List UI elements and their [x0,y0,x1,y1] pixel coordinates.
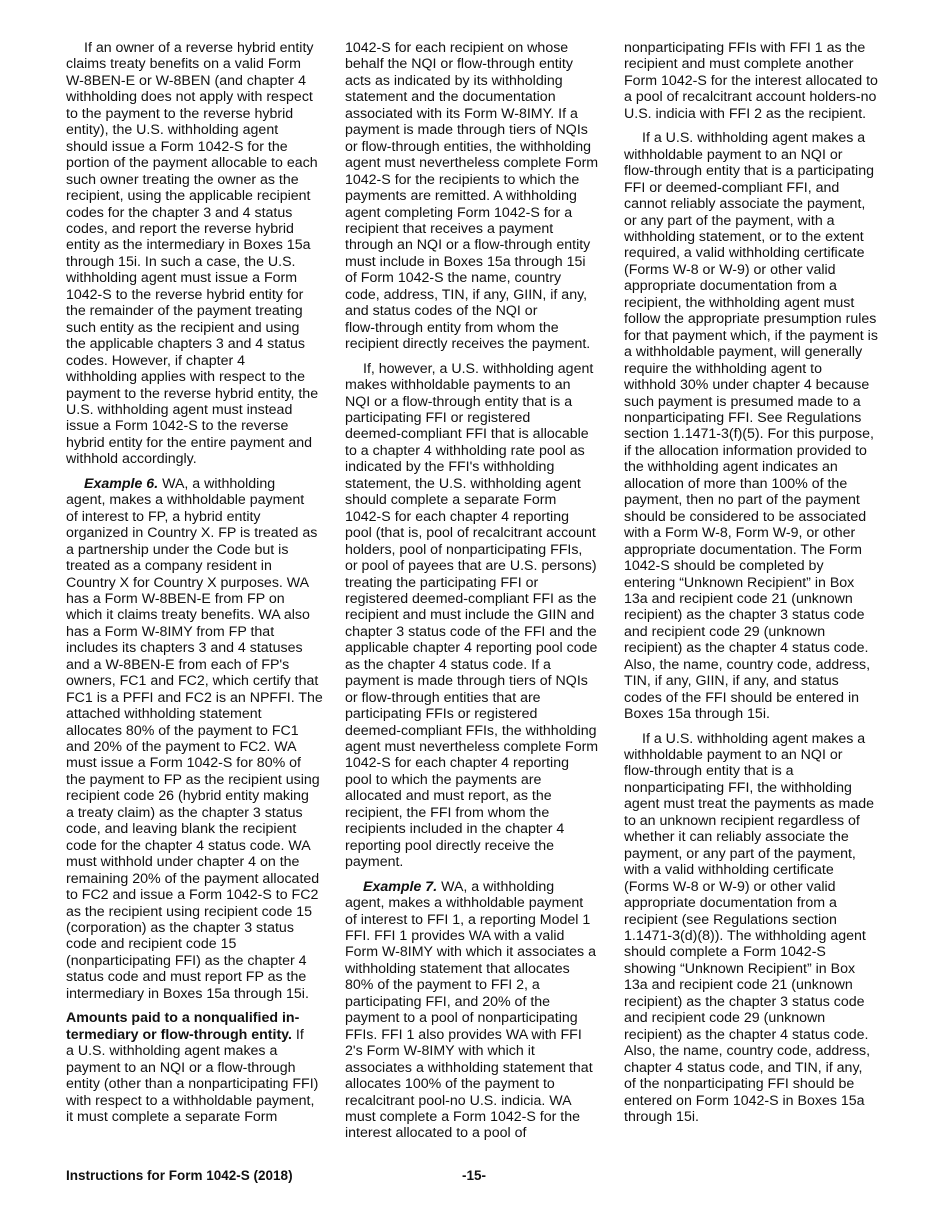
example-6-heading: Example 6. [84,475,159,492]
paragraph-chapter4-pools: If, however, a U.S. withholding agent makes withholdable payments to an NQI or a flow-through entity that is a participating FFI or registered deemed-compliant FFI that is allocable to a chapter 4 withholding rate pool as indicated by the FFI's withholding statement, the U.S. withholding agent should complete a separate Form 1042-S for each chapter 4 reporting pool (that is, pool of recalcitrant account holders, pool of nonparticipating FFIs, or pool of payees that are U.S. persons) treating the participating FFI or registered deemed-compliant FFI as the recipient and must include the GIIN and chapter 3 status code of the FFI and the applicable chapter 4 reporting pool code as the chapter 4 status code. If a payment is made through tiers of NQIs or flow-through entities that are participating FFIs or registered deemed-compliant FFIs, the withholding agent must nevertheless complete Form 1042-S for each chapter 4 reporting pool to which the payments are allocated and must report, as the recipient, the FFI from whom the recipients included in the chapter 4 reporting pool directly receive the payment. [345,360,599,871]
paragraph-nqi-continued: 1042-S for each recipient on whose behalf the NQI or flow-through entity acts as indicated by its withholding statement and the documentation associated with its Form W-8IMY. If a payment is made through tiers of NQIs or flow-through entities, the withholding agent must nevertheless complete Form 1042-S for the recipients to which the payments are remitted. A withholding agent completing Form 1042-S for a recipient that receives a payment through an NQI or a flow-through entity must include in Boxes 15a through 15i of Form 1042-S the name, country code, address, TIN, if any, GIIN, if any, and status codes of the NQI or flow-through entity from whom the recipient directly receives the payment. [345,40,599,353]
paragraph-example-7: Example 7. WA, a withholding agent, makes a withholdable payment of interest to FFI 1, a reporting Model 1 FFI. FFI 1 provides WA with a valid Form W-8IMY with which it associates a withholding statement that allocates 80% of the payment to FFI 2, a participating FFI, and 20% of the payment to a pool of nonparticipating FFIs. FFI 1 also provides WA with FFI 2's Form W-8IMY with which it associates a withholding statement that allocates 100% of the payment to recalcitrant pool-no U.S. indicia. WA must complete a Form 1042-S for the interest allocated to a pool of [345,878,596,1142]
example-7-heading: Example 7. [363,878,438,895]
text-column-2 [345,40,607,1150]
paragraph-example-7-continued: nonparticipating FFIs with FFI 1 as the recipient and must complete another Form 1042-S for the interest allocated to a pool of recalcitrant account holders-no U.S. indicia with FFI 2 as the recipient. [624,40,878,122]
footer-form-title: Instructions for Form 1042-S (2018) [66,1168,293,1183]
paragraph-reverse-hybrid-owner: If an owner of a reverse hybrid entity claims treaty benefits on a valid Form W-8BEN-E or W-8BEN (and chapter 4 withholding does not apply with respect to the payment to the reverse hybrid entity), the U.S. withholding agent should issue a Form 1042-S for the portion of the payment allocable to each such owner treating the owner as the recipient, using the applicable recipient codes for the chapter 3 and 4 status codes, and report the reverse hybrid entity as the intermediary in Boxes 15a through 15i. In such a case, the U.S. withholding agent must issue a Form 1042-S to the reverse hybrid entity for the remainder of the payment treating such entity as the recipient and using the applicable chapters 3 and 4 status codes. However, if chapter 4 withholding applies with respect to the payment to the reverse hybrid entity, the U.S. withholding agent must instead issue a Form 1042-S to the reverse hybrid entity for the entire payment and withhold accordingly. [66,40,319,468]
text-column-3 [624,40,886,1133]
text-column-1 [66,40,328,1133]
paragraph-nqi-flow-through: Amounts paid to a nonqualified in- termediary or flow-through entity. If a U.S. withholding agent makes a payment to an NQI or a flow-through entity (other than a nonparticipating FFI) with respect to a withholdable payment, it must complete a separate Form [66,1010,319,1125]
paragraph-nonparticipating-ffi: If a U.S. withholding agent makes a withholdable payment to an NQI or flow-through entity that is a nonparticipating FFI, the withholding agent must treat the payments as made to an unknown recipient regardless of whether it can reliably associate the payment, or any part of the payment, with a valid withholding certificate (Forms W-8 or W-9) or other valid appropriate documentation from a recipient (see Regulations section 1.1471-3(d)(8)). The withholding agent should complete a Form 1042-S showing “Unknown Recipient” in Box 13a and recipient code 21 (unknown recipient) as the chapter 3 status code and recipient code 29 (unknown recipient) as the chapter 4 status code. Also, the name, country code, address, chapter 4 status code, and TIN, if any, of the nonparticipating FFI should be entered on Form 1042-S in Boxes 15a through 15i. [624,730,874,1125]
paragraph-example-6: Example 6. WA, a withholding agent, makes a withholdable payment of interest to FP, a hybrid entity organized in Country X. FP is treated as a partnership under the Code but is treated as a company resident in Country X for Country X purposes. WA has a Form W-8BEN-E from FP on which it claims treaty benefits. WA also has a Form W-8IMY from FP that includes its chapters 3 and 4 statuses and a W-8BEN-E from each of FP's owners, FC1 and FC2, which certify that FC1 is a PFFI and FC2 is an NPFFI. The attached withholding statement allocates 80% of the payment to FC1 and 20% of the payment to FC2. WA must issue a Form 1042-S for 80% of the payment to FP as the recipient using recipient code 26 (hybrid entity making a treaty claim) as the chapter 3 status code, and leaving blank the recipient code for the chapter 4 status code. WA must withhold under chapter 4 on the remaining 20% of the payment allocated to FC2 and issue a Form 1042-S to FC2 as the recipient using recipient code 15 (corporation) as the chapter 3 status code and recipient code 15 (nonparticipating FFI) as the chapter 4 status code and must report FP as the intermediary in Boxes 15a through 15i. [66,475,323,1002]
nqi-section-heading: Amounts paid to a nonqualified in- termediary or flow-through entity. [66,1010,300,1043]
paragraph-presumption-rules: If a U.S. withholding agent makes a withholdable payment to an NQI or flow-through entity that is a participating FFI or deemed-compliant FFI, and cannot reliably associate the payment, or any part of the payment, with a withholding statement, or to the extent required, a valid withholding certificate (Forms W-8 or W-9) or other valid appropriate documentation from a recipient, the withholding agent must follow the appropriate presumption rules for that payment which, if the payment is a withholdable payment, will generally require the withholding agent to withhold 30% under chapter 4 because such payment is presumed made to a nonparticipating FFI. See Regulations section 1.1471-3(f)(5). For this purpose, if the allocation information provided to the withholding agent indicates an allocation of more than 100% of the payment, then no part of the payment should be considered to be associated with a Form W-8, Form W-9, or other appropriate documentation. The Form 1042-S should be completed by entering “Unknown Recipient” in Box 13a and recipient code 21 (unknown recipient) as the chapter 3 status code and recipient code 29 (unknown recipient) as the chapter 4 status code. Also, the name, country code, address, TIN, if any, GIIN, if any, and status codes of the FFI should be entered in Boxes 15a through 15i. [624,130,878,723]
page-number: -15- [462,1168,487,1183]
